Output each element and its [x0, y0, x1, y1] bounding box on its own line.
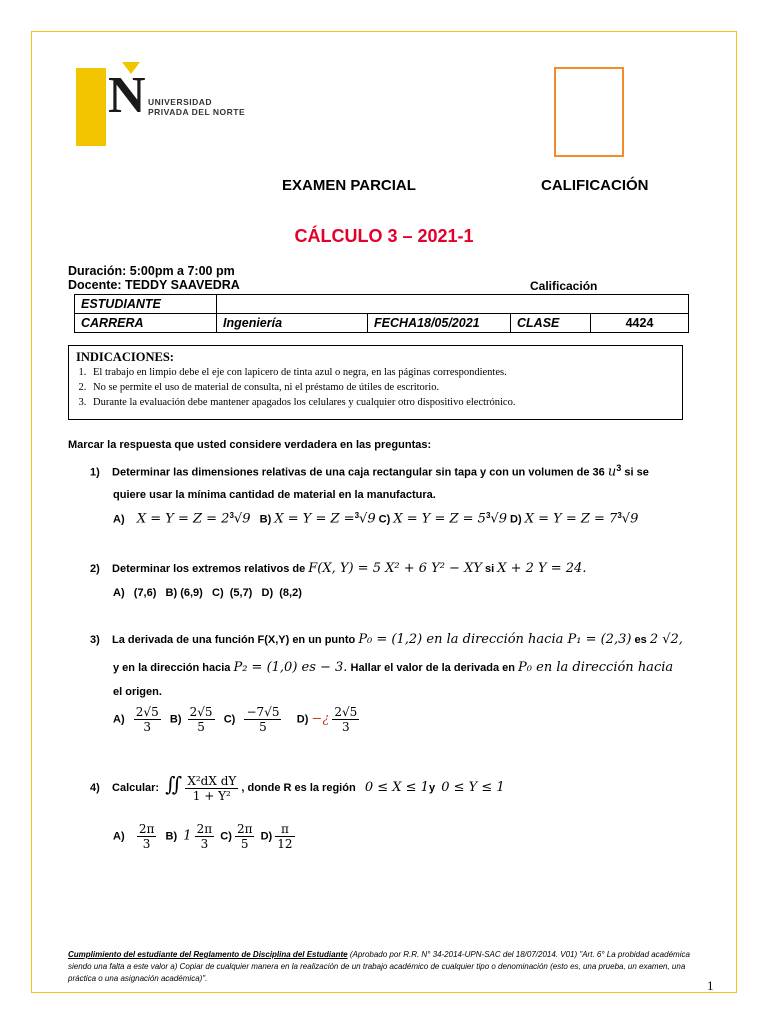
root-index: 3 [617, 511, 622, 520]
option-label: A) [113, 513, 125, 526]
value-expr: 2 √2, [649, 632, 683, 647]
option-label: C) [220, 830, 232, 843]
option-fraction: $\frac{2\pi}{5}$ [236, 822, 253, 851]
question-number: 1) [90, 466, 100, 479]
question-text: y en la dirección hacia [113, 662, 231, 674]
grade-box [554, 67, 624, 157]
option-prefix: 1 [183, 828, 192, 844]
university-line2: PRIVADA DEL NORTE [148, 107, 246, 117]
question-2 [90, 561, 586, 576]
option-label: B) [259, 513, 272, 526]
question-1 [90, 463, 649, 480]
point-expr: P₀ en la dirección hacia [518, 660, 674, 675]
point-expr: P₀ = (1,2) en la dirección hacia P₁ = (2,3) [358, 632, 632, 647]
option-fraction: $\frac{2\pi}{3}$ [196, 822, 213, 851]
unit: u [607, 464, 617, 480]
option-fraction: $\frac{\pi}{12}$ [277, 822, 293, 851]
question-4-options [113, 822, 295, 851]
option-root: 9 [367, 511, 376, 527]
question-3 [90, 632, 683, 647]
option-label: D) [260, 830, 273, 843]
root-index: 3 [354, 511, 360, 520]
question-text: es [634, 634, 647, 646]
logo-mark [108, 67, 146, 124]
career-label: CARRERA [75, 314, 217, 333]
question-text: si [484, 563, 495, 575]
intro-text: Marcar la respuesta que usted considere verdadera en las preguntas: [68, 439, 432, 451]
question-number: 2) [90, 563, 100, 575]
instruction-item: 2. No se permite el uso de material de consulta, ni el préstamo de útiles de escritorio. [89, 380, 675, 395]
option-fraction: $\frac{-7√5}{5}$ [246, 705, 280, 734]
student-value [217, 295, 689, 314]
footer-text: (Aprobado por R.R. N° 34-2014-UPN-SAC del 18/07/2014. V01) "Art. 6° La probidad académica siendo una falta a este valor a) Copiar de cualquier manera en la realización de un trabajo académico de cualquier tipo o denominación (esto es, una prueba, un examen, una práctica o una asignación académica)". [68, 950, 690, 983]
question-text-end: si se [624, 466, 649, 479]
footer-title: Cumplimiento del estudiante del Reglamento de Disciplina del Estudiante [68, 950, 348, 959]
university-name [148, 97, 245, 117]
question-text: , donde R es la región [241, 782, 356, 794]
region-expr: 0 ≤ Y ≤ 1 [441, 780, 505, 795]
option-label: A) [113, 713, 125, 726]
option-fraction: $\frac{2√5}{3}$ [135, 705, 159, 734]
question-text: Calcular: [112, 782, 160, 794]
question-number: 4) [90, 782, 100, 794]
instructions-list [76, 365, 675, 410]
logo-yellow-bar [76, 68, 106, 146]
university-line1: UNIVERSIDAD [148, 97, 213, 107]
student-row [75, 295, 689, 314]
option-expr: X = Y = Z = 5 [393, 511, 486, 527]
question-text: La derivada de una función F(X,Y) en un punto [112, 634, 356, 646]
question-text: y [428, 782, 436, 794]
option-label: B) [169, 713, 182, 726]
instruction-item: 3. Durante la evaluación debe mantener apagados los celulares y cualquier otro dispositivo electrónico. [89, 395, 675, 410]
class-value: 4424 [591, 314, 689, 333]
option-label: C) [223, 713, 236, 726]
duration: Duración: 5:00pm a 7:00 pm [68, 264, 235, 278]
question-text: Hallar el valor de la derivada en [350, 662, 515, 674]
option-expr: X = Y = Z = [274, 511, 355, 527]
instructions-heading: INDICACIONES: [76, 350, 174, 364]
option-label: D) [296, 713, 309, 726]
option-expr: X = Y = Z = 2 [136, 511, 230, 527]
option-root: 9 [242, 511, 251, 527]
constraint-expr: X + 2 Y = 24. [497, 561, 587, 576]
logo-accent-icon [122, 62, 140, 74]
point-expr: P₂ = (1,0) es − 3. [233, 660, 348, 675]
footer-regulation [68, 949, 700, 985]
option-label: A) [113, 830, 125, 843]
logo-letter: N [108, 67, 146, 124]
option-root: 9 [498, 511, 507, 527]
region-expr: 0 ≤ X ≤ 1 [364, 780, 429, 795]
question-3-line2 [113, 660, 673, 675]
student-label: ESTUDIANTE [75, 295, 217, 314]
instruction-item: 1. El trabajo en limpio debe el eje con lapicero de tinta azul o negra, en las páginas correspondientes. [89, 365, 675, 380]
career-row [75, 314, 689, 333]
root-index: 3 [485, 511, 491, 520]
teacher: Docente: TEDDY SAAVEDRA [68, 278, 240, 292]
question-3-line3: el origen. [113, 686, 162, 698]
root-index: 3 [229, 511, 234, 520]
question-number: 3) [90, 634, 100, 646]
grade-heading: CALIFICACIÓN [541, 177, 649, 194]
student-info-table [74, 294, 689, 333]
option-prefix: −¿ [311, 711, 330, 727]
question-text: Determinar los extremos relativos de [112, 563, 306, 575]
option-label: C) [378, 513, 391, 526]
unit-exponent: 3 [616, 463, 622, 473]
option-fraction: $\frac{2\pi}{3}$ [138, 822, 155, 851]
option-label: D) [510, 513, 522, 526]
grade-label: Calificación [530, 279, 598, 293]
option-fraction: $\frac{2√5}{5}$ [189, 705, 213, 734]
career-value: Ingeniería [217, 314, 368, 333]
instructions-box [68, 345, 683, 420]
option-fraction: $\frac{2√5}{3}$ [334, 705, 358, 734]
page-number: 1 [707, 978, 714, 993]
question-4 [90, 772, 505, 803]
exam-title: EXAMEN PARCIAL [282, 177, 416, 194]
question-text: Determinar las dimensiones relativas de una caja rectangular sin tapa y con un volumen de 36 [112, 466, 605, 479]
function-expr: F(X, Y) = 5 X² + 6 Y² − XY [308, 561, 482, 576]
option-label: B) [165, 830, 178, 843]
integral-symbol: ∬ [165, 772, 183, 796]
question-1-line2: quiere usar la mínima cantidad de material en la manufactura. [113, 489, 436, 501]
question-2-options: A) (7,6) B) (6,9) C) (5,7) D) (8,2) [113, 587, 302, 599]
class-label: CLASE [511, 314, 591, 333]
option-expr: X = Y = Z = 7 [524, 511, 618, 527]
integrand-fraction: $\frac{\text{X²dX dY}}{\text{1 + Y²}}$ [187, 773, 237, 803]
exam-date: FECHA18/05/2021 [368, 314, 511, 333]
question-3-options [113, 705, 359, 734]
course-title: CÁLCULO 3 – 2021-1 [294, 226, 474, 246]
option-root: 9 [630, 511, 639, 527]
question-1-options: A) $X = Y = Z = 2^3√9$ B) X = Y = Z =$^3$√9 C) $X = Y = Z = 5^3√9$ D) $X = Y = Z = 7^3√9$ [113, 511, 639, 527]
